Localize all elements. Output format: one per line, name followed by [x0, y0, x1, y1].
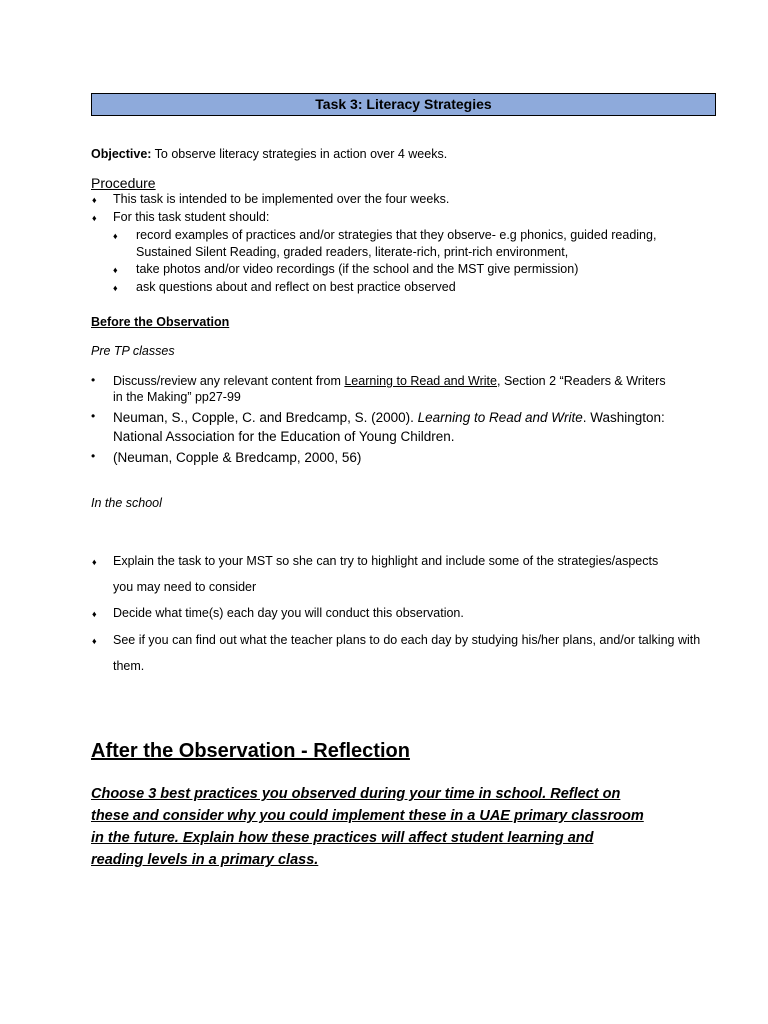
reference-suffix: . Washington: — [582, 410, 665, 425]
objective-line — [91, 146, 447, 163]
before-heading: Before the Observation — [91, 315, 230, 329]
procedure-subitem: record examples of practices and/or strategies that they observe- e.g phonics, guided reading, — [136, 228, 657, 242]
bullet-icon: • — [91, 409, 96, 423]
procedure-heading: Procedure — [91, 175, 156, 191]
reference-line — [113, 409, 665, 426]
reflection-prompt — [91, 783, 691, 871]
procedure-subitem: take photos and/or video recordings (if the school and the MST give permission) — [136, 262, 579, 276]
diamond-bullet-icon: ♦ — [92, 195, 97, 205]
objective-label: Objective: — [91, 147, 152, 161]
reference-prefix: Neuman, S., Copple, C. and Bredcamp, S. (2000). — [113, 410, 418, 425]
reference-title: Learning to Read and Write — [417, 410, 583, 425]
procedure-item: For this task student should: — [113, 210, 270, 224]
school-item-cont: them. — [113, 659, 145, 673]
school-item: See if you can find out what the teacher plans to do each day by studying his/her plans, and/or talking with — [113, 633, 701, 647]
reflection-line: reading levels in a primary class. — [91, 852, 319, 868]
objective-text: To observe literacy strategies in action over 4 weeks. — [151, 147, 448, 161]
pre-tp-heading: Pre TP classes — [91, 344, 175, 358]
before-bullet-line — [113, 373, 666, 390]
reflection-line: Choose 3 best practices you observed during your time in school. Reflect on — [91, 786, 621, 802]
book-link[interactable]: Learning to Read and Write — [344, 374, 497, 388]
reflection-line: these and consider why you could implement these in a UAE primary classroom — [91, 808, 644, 824]
bullet-icon: • — [91, 449, 96, 463]
diamond-bullet-icon: ♦ — [113, 265, 118, 275]
procedure-subitem: ask questions about and reflect on best practice observed — [136, 280, 456, 294]
after-heading: After the Observation - Reflection — [91, 740, 410, 762]
diamond-bullet-icon: ♦ — [92, 213, 97, 223]
school-heading: In the school — [91, 496, 162, 510]
diamond-bullet-icon: ♦ — [113, 283, 118, 293]
school-item: Decide what time(s) each day you will conduct this observation. — [113, 606, 464, 620]
before-bullet-prefix: Discuss/review any relevant content from — [113, 374, 345, 388]
procedure-subitem-cont: Sustained Silent Reading, graded readers, literate-rich, print-rich environment, — [136, 245, 569, 259]
diamond-bullet-icon: ♦ — [92, 557, 97, 567]
diamond-bullet-icon: ♦ — [92, 609, 97, 619]
diamond-bullet-icon: ♦ — [92, 636, 97, 646]
bullet-icon: • — [91, 373, 96, 387]
school-item-cont: you may need to consider — [113, 580, 257, 594]
school-item: Explain the task to your MST so she can try to highlight and include some of the strategies/aspects — [113, 554, 659, 568]
citation-line: (Neuman, Copple & Bredcamp, 2000, 56) — [113, 450, 362, 465]
reference-cont: National Association for the Education of Young Children. — [113, 429, 455, 444]
diamond-bullet-icon: ♦ — [113, 231, 118, 241]
before-bullet-suffix: , Section 2 “Readers & Writers — [497, 374, 666, 388]
task-title: Task 3: Literacy Strategies — [91, 93, 716, 116]
procedure-item: This task is intended to be implemented over the four weeks. — [113, 192, 450, 206]
before-bullet-cont: in the Making” pp27-99 — [113, 390, 241, 404]
reflection-line: in the future. Explain how these practices will affect student learning and — [91, 830, 594, 846]
